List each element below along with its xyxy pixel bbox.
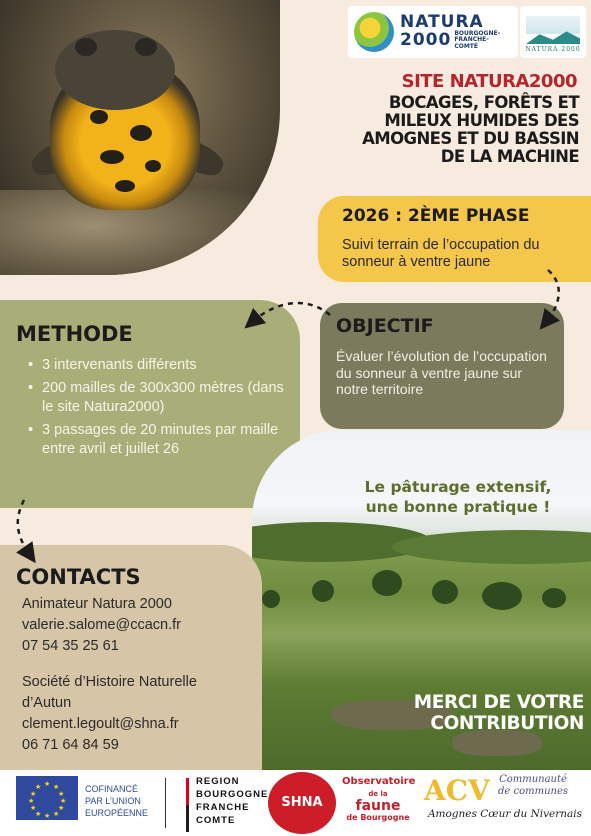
methode-item: • 3 intervenants différents bbox=[28, 356, 286, 375]
contact1-name: Animateur Natura 2000 bbox=[22, 596, 172, 612]
methode-item: • 200 mailles de 300x300 mètres (dans le site Natura2000) bbox=[28, 379, 286, 417]
region-line: COMTE bbox=[196, 815, 236, 826]
arrow-methode-to-contacts bbox=[18, 500, 30, 555]
contact1-phone: 07 54 35 25 61 bbox=[22, 638, 119, 654]
acv-line: Communauté bbox=[499, 774, 567, 785]
eu-text-line: EUROPÉENNE bbox=[85, 808, 149, 818]
subtitle-line: AMOGNES ET DU BASSIN bbox=[362, 129, 579, 148]
pasture-caption-line: une bonne pratique ! bbox=[365, 498, 551, 516]
acv-community-text bbox=[478, 774, 588, 798]
obs-line: de Bourgogne bbox=[346, 813, 410, 822]
contact2-name: Société d’Histoire Naturelle bbox=[22, 674, 197, 690]
contact1-email: valerie.salome@ccacn.fr bbox=[22, 617, 181, 633]
acv-name: Amognes Cœur du Nivernais bbox=[427, 808, 583, 820]
obs-line: faune bbox=[355, 798, 401, 814]
n2000-caption: NATURA 2000 bbox=[525, 46, 581, 53]
region-line: FRANCHE bbox=[196, 802, 250, 813]
subtitle-line: MILEUX HUMIDES DES bbox=[384, 111, 579, 130]
footer-divider bbox=[165, 778, 166, 828]
natura-logo-region: BOURGOGNE- FRANCHE- COMTÉ bbox=[454, 29, 501, 50]
phase-text: Suivi terrain de l’occupation du sonneur à ventre jaune bbox=[342, 237, 540, 270]
region-bfc-logo bbox=[196, 775, 268, 827]
site-title: SITE NATURA2000 bbox=[401, 71, 577, 92]
shna-logo-text: SHNA bbox=[281, 795, 323, 810]
objectif-text: Évaluer l’évolution de l’occupation du sonneur à ventre jaune sur notre territoire bbox=[336, 348, 547, 397]
thanks-line: MERCI DE VOTRE bbox=[413, 692, 584, 713]
methode-title: METHODE bbox=[16, 322, 133, 346]
contact2-phone: 06 71 64 84 59 bbox=[22, 737, 119, 753]
eu-cofinance-text bbox=[85, 783, 148, 819]
thanks-line: CONTRIBUTION bbox=[430, 713, 584, 734]
natura-logo-number: 2000 bbox=[400, 30, 452, 50]
natura-logo-word: NATURA bbox=[400, 11, 484, 32]
subtitle-line: DE LA MACHINE bbox=[440, 147, 579, 166]
acv-line: de communes bbox=[497, 786, 568, 797]
phase-title: 2026 : 2ÈME PHASE bbox=[342, 206, 530, 226]
obs-line: Observatoire bbox=[342, 776, 416, 787]
methode-item: • 3 passages de 20 minutes par maille entre avril et juillet 26 bbox=[28, 421, 286, 459]
contact2-name-cont: d’Autun bbox=[22, 695, 72, 711]
region-line: REGION bbox=[196, 776, 240, 787]
acv-logo: ACV bbox=[424, 774, 490, 807]
observatoire-faune-logo bbox=[342, 776, 414, 824]
objectif-title: OBJECTIF bbox=[336, 315, 434, 337]
eu-text-line: PAR L’UNION bbox=[85, 796, 141, 806]
region-logo-bar bbox=[186, 778, 189, 832]
obs-line: de la bbox=[368, 790, 388, 798]
contact2-email: clement.legoult@shna.fr bbox=[22, 716, 179, 732]
pasture-caption-line: Le pâturage extensif, bbox=[364, 478, 552, 496]
eu-flag-icon: ★ ★ ★ ★ ★ ★ ★ ★ ★ ★ ★ ★ bbox=[16, 776, 78, 820]
subtitle-line: BOCAGES, FORÊTS ET bbox=[388, 93, 579, 112]
arrow-phase-to-objectif bbox=[546, 270, 559, 322]
arrow-objectif-to-methode bbox=[252, 303, 330, 322]
contacts-title: CONTACTS bbox=[16, 565, 141, 589]
region-line: BOURGOGNE bbox=[196, 789, 269, 800]
eu-text-line: COFINANCÉ bbox=[85, 784, 139, 794]
